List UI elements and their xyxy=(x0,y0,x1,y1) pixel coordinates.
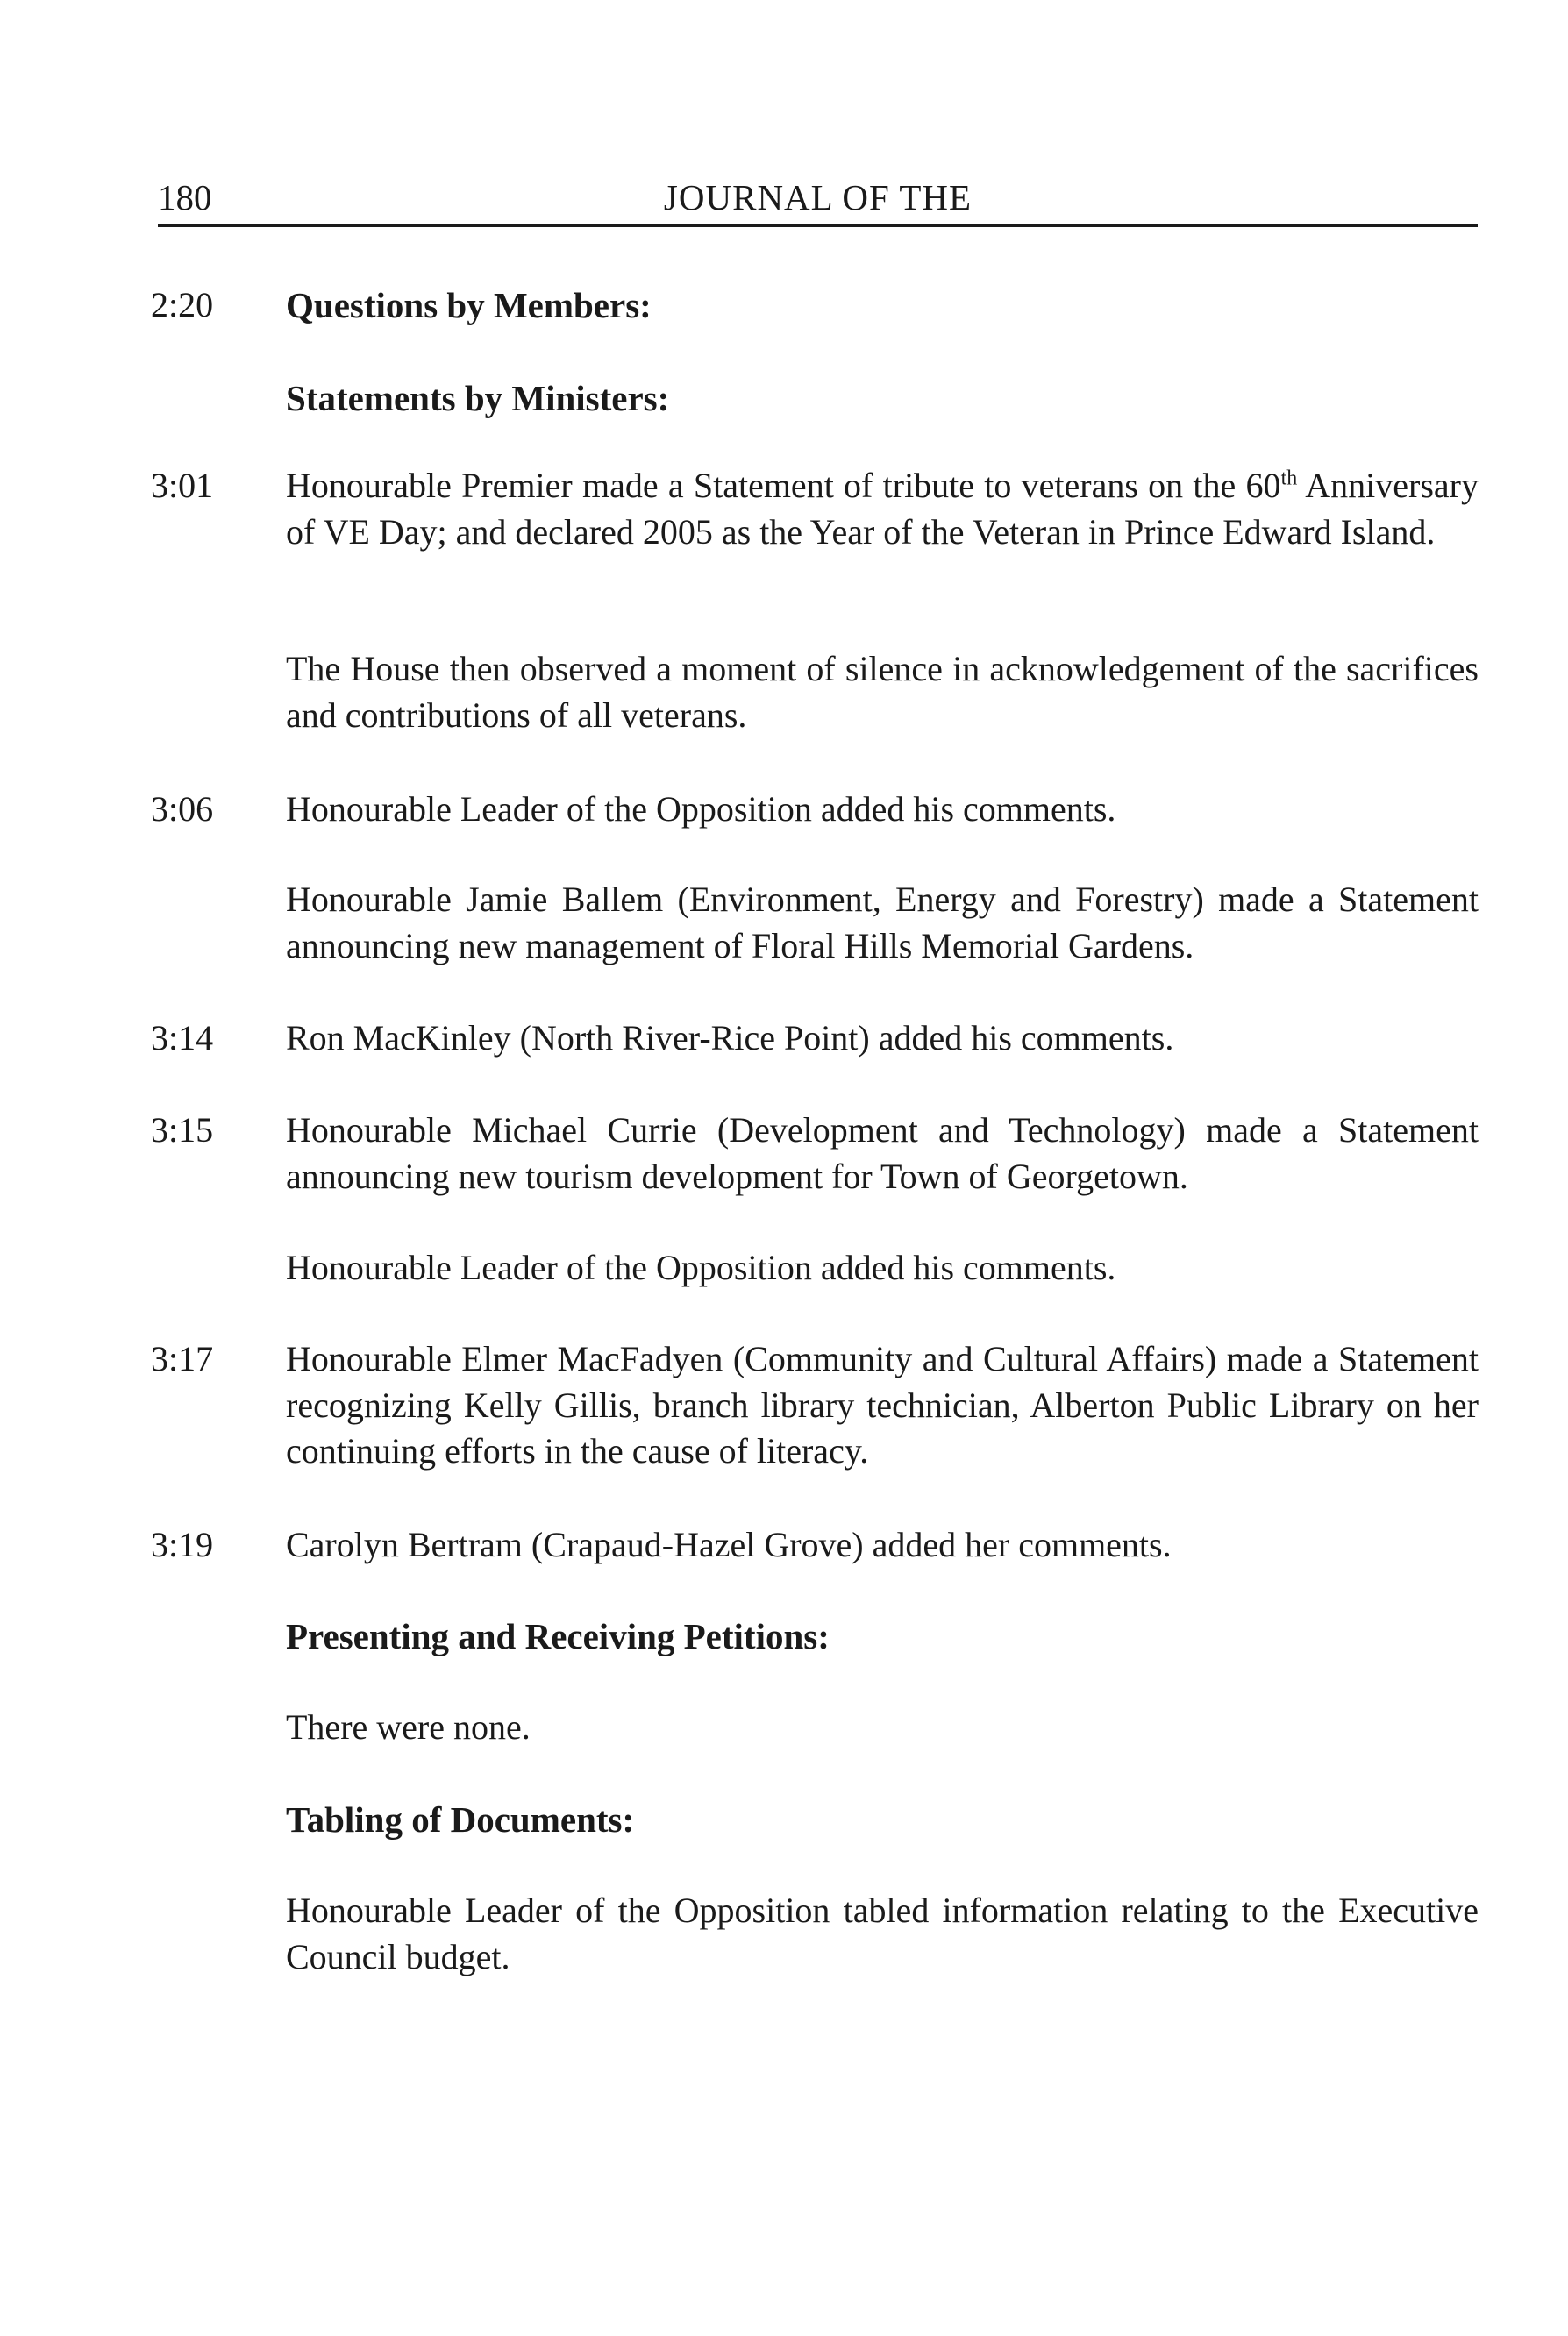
section-heading: Presenting and Receiving Petitions: xyxy=(286,1616,830,1656)
entry-time: 3:06 xyxy=(151,789,214,829)
entry-time: 2:20 xyxy=(151,285,214,324)
entry-text: The House then observed a moment of silence in acknowledgement of the sacrifices and contributions of all veterans. xyxy=(286,649,1479,735)
section-heading: Tabling of Documents: xyxy=(286,1799,635,1840)
entry-text: Carolyn Bertram (Crapaud-Hazel Grove) added her comments. xyxy=(286,1525,1172,1564)
entry-text-part: Anniversary of VE Day; and declared 2005 as the Year of the Veteran in Prince Edward Island. xyxy=(286,466,1479,552)
entry-text: Honourable Elmer MacFadyen (Community and Cultural Affairs) made a Statement recognizing Kelly Gillis, branch library technician, Alberton Public Library on her continuing efforts in the cause of literacy. xyxy=(286,1339,1479,1471)
section-heading: Statements by Ministers: xyxy=(286,378,670,418)
section-heading: Questions by Members: xyxy=(286,285,652,325)
page-number: 180 xyxy=(158,177,212,217)
entry-text: Ron MacKinley (North River-Rice Point) added his comments. xyxy=(286,1018,1174,1058)
entry-text-part: Honourable Premier made a Statement of tribute to veterans on the 60 xyxy=(286,466,1281,505)
entry-time: 3:15 xyxy=(151,1110,214,1150)
entry-time: 3:19 xyxy=(151,1525,214,1564)
entry-time: 3:01 xyxy=(151,466,214,505)
ordinal-suffix: th xyxy=(1280,466,1298,490)
entry-time: 3:14 xyxy=(151,1018,214,1058)
entry-text: Honourable Michael Currie (Development and Technology) made a Statement announcing new tourism development for Town of Georgetown. xyxy=(286,1110,1479,1196)
page-header xyxy=(158,175,1478,227)
entry-text: There were none. xyxy=(286,1707,531,1747)
entry-text xyxy=(286,463,1479,555)
running-title: JOURNAL OF THE xyxy=(663,177,973,217)
entry-time: 3:17 xyxy=(151,1339,214,1378)
entry-text: Honourable Jamie Ballem (Environment, Energy and Forestry) made a Statement announcing new management of Floral Hills Memorial Gardens. xyxy=(286,880,1479,965)
entry-text: Honourable Leader of the Opposition tabled information relating to the Executive Council budget. xyxy=(286,1891,1479,1976)
entry-text: Honourable Leader of the Opposition added his comments. xyxy=(286,1248,1116,1287)
entry-text: Honourable Leader of the Opposition added his comments. xyxy=(286,789,1116,829)
